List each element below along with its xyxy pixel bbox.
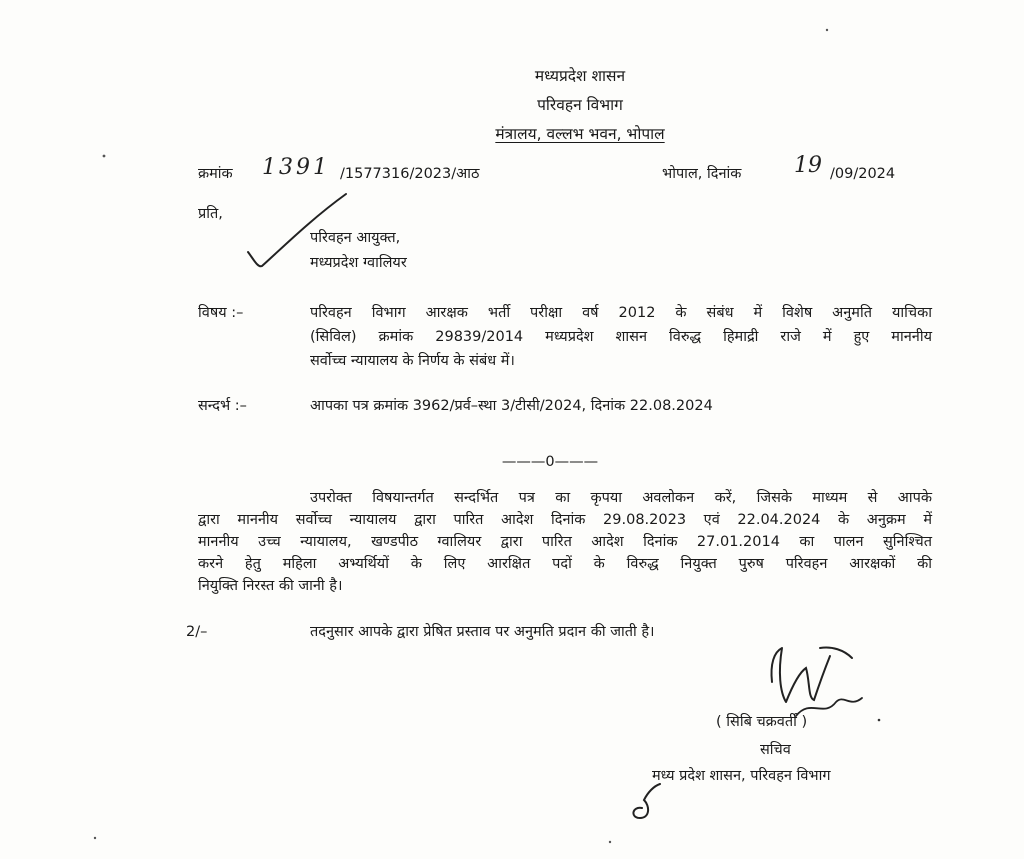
- recipient-to-label: प्रति,: [198, 206, 223, 222]
- recipient-line1: परिवहन आयुक्त,: [310, 230, 401, 246]
- body-line-3: माननीय उच्च न्यायालय, खण्डपीठ ग्वालियर द्वारा पारित आदेश दिनांक 27.01.2014 का पालन सुनिश्चित: [198, 534, 932, 550]
- body-paragraph-2-number: 2/–: [186, 624, 208, 640]
- body-line-1: उपरोक्त विषयान्तर्गत सन्दर्भित पत्र का कृपया अवलोकन करें, जिसके माध्यम से आपके: [310, 490, 932, 506]
- signatory-designation: सचिव: [760, 742, 791, 758]
- date-suffix: /09/2024: [830, 166, 896, 182]
- reference-text: आपका पत्र क्रमांक 3962/प्रर्व–स्था 3/टीसी/2024, दिनांक 22.08.2024: [310, 398, 713, 414]
- date-handwritten-day: 19: [794, 153, 822, 178]
- subject-line-1: परिवहन विभाग आरक्षक भर्ती परीक्षा वर्ष 2012 के संबंध में विशेष अनुमति याचिका: [310, 305, 932, 321]
- header-address: मंत्रालय, वल्लभ भवन, भोपाल: [495, 125, 665, 143]
- subject-line-3: सर्वोच्च न्यायालय के निर्णय के संबंध में।: [310, 353, 515, 369]
- body-line-4: करने हेतु महिला अभ्यर्थियों के लिए आरक्षित पदों के विरुद्ध नियुक्त पुरुष परिवहन आरक्षकों की: [198, 556, 932, 572]
- body-line-5: नियुक्ति निरस्त की जानी है।: [198, 578, 343, 594]
- ref-number-suffix: /1577316/2023/आठ: [340, 166, 480, 182]
- subject-line-2: (सिविल) क्रमांक 29839/2014 मध्यप्रदेश शासन विरुद्ध हिमाद्री राजे में हुए माननीय: [310, 329, 932, 345]
- separator: ———0———: [501, 454, 599, 470]
- body-paragraph-2-text: तदनुसार आपके द्वारा प्रेषित प्रस्ताव पर अनुमति प्रदान की जाती है।: [310, 624, 655, 640]
- recipient-line2: मध्यप्रदेश ग्वालियर: [310, 255, 407, 271]
- header-government: मध्यप्रदेश शासन: [534, 67, 626, 85]
- ref-handwritten-number: 1391: [262, 155, 330, 180]
- subject-label: विषय :–: [198, 305, 244, 321]
- place-date-label: भोपाल, दिनांक: [662, 166, 742, 182]
- body-line-2: द्वारा माननीय सर्वोच्च न्यायालय द्वारा पारित आदेश दिनांक 29.08.2023 एवं 22.04.2024 के अनुक्रम में: [198, 512, 932, 528]
- ref-label: क्रमांक: [198, 166, 233, 182]
- header-department: परिवहन विभाग: [537, 96, 623, 114]
- signatory-name: ( सिबि चक्रवर्ती ): [716, 714, 808, 730]
- reference-label: सन्दर्भ :–: [198, 398, 247, 414]
- signatory-office: मध्य प्रदेश शासन, परिवहन विभाग: [652, 768, 831, 784]
